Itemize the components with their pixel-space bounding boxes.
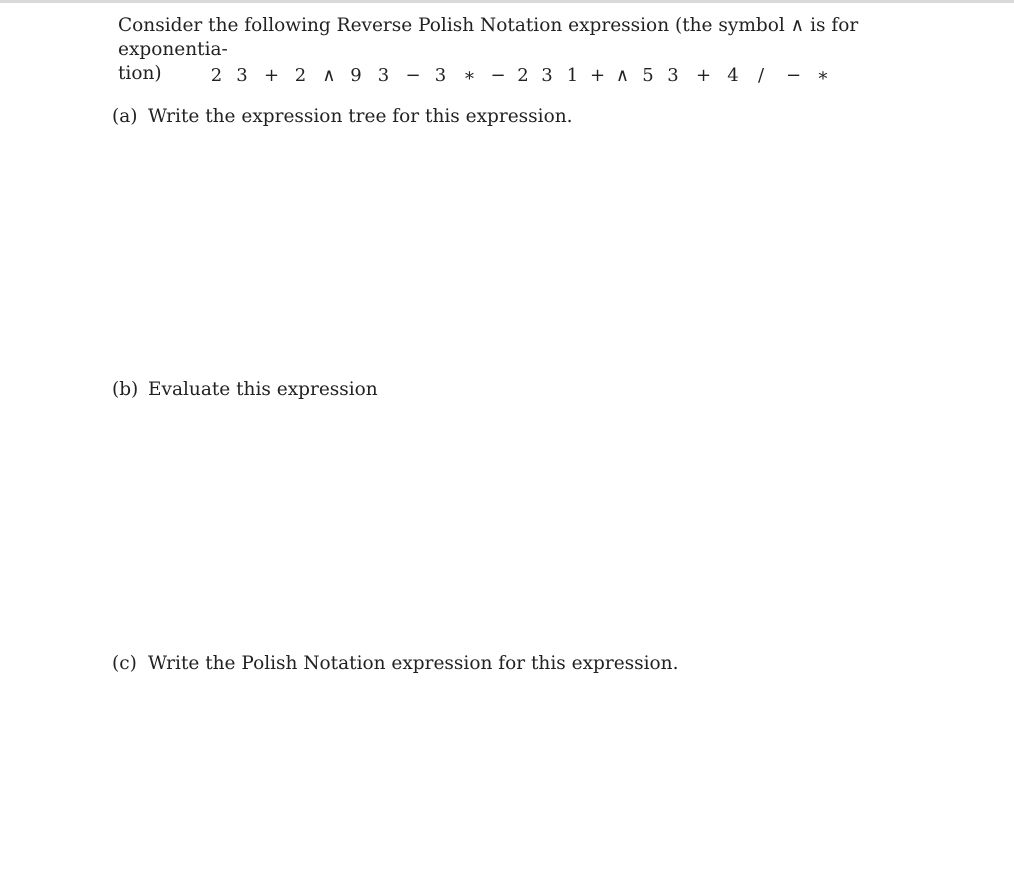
expression-token: ∧: [322, 65, 336, 86]
question-b: [112, 378, 378, 402]
expression-token: ∗: [816, 65, 830, 86]
expression-token: 3: [541, 65, 553, 86]
expression-token: 3: [667, 65, 679, 86]
question-c: [112, 652, 678, 676]
expression-token: 3: [434, 65, 447, 86]
expression-token: 9: [350, 65, 362, 86]
question-c-text: Write the Polish Notation expression for this expression.: [148, 653, 679, 674]
expression-token: 2: [294, 65, 307, 86]
question-c-label: (c): [112, 653, 137, 674]
expression-token: +: [263, 65, 280, 86]
question-a-label: (a): [112, 106, 138, 127]
rpn-expression: [205, 64, 836, 88]
expression-token: 1: [566, 65, 579, 86]
expression-token: 3: [377, 65, 390, 86]
expression-token: +: [589, 65, 606, 86]
expression-token: 2: [517, 65, 529, 86]
expression-token: ∗: [463, 65, 476, 86]
expression-token: 5: [642, 65, 654, 86]
expression-token: −: [785, 65, 802, 86]
expression-token: /: [757, 65, 765, 86]
expression-token: −: [490, 65, 506, 86]
question-a-text: Write the expression tree for this expression.: [148, 106, 573, 127]
problem-statement-line-1: Consider the following Reverse Polish Notation expression (the symbol ∧ is for exponentia-: [118, 15, 859, 60]
expression-token: 3: [236, 65, 248, 86]
expression-token: 2: [210, 65, 223, 86]
question-b-label: (b): [112, 379, 139, 400]
expression-token: ∧: [615, 65, 630, 86]
question-b-text: Evaluate this expression: [148, 379, 378, 400]
question-a: [112, 105, 573, 129]
problem-statement-line-2: tion): [118, 63, 162, 84]
expression-token: +: [695, 65, 712, 86]
expression-token: 4: [727, 65, 739, 86]
expression-token: −: [405, 65, 421, 86]
